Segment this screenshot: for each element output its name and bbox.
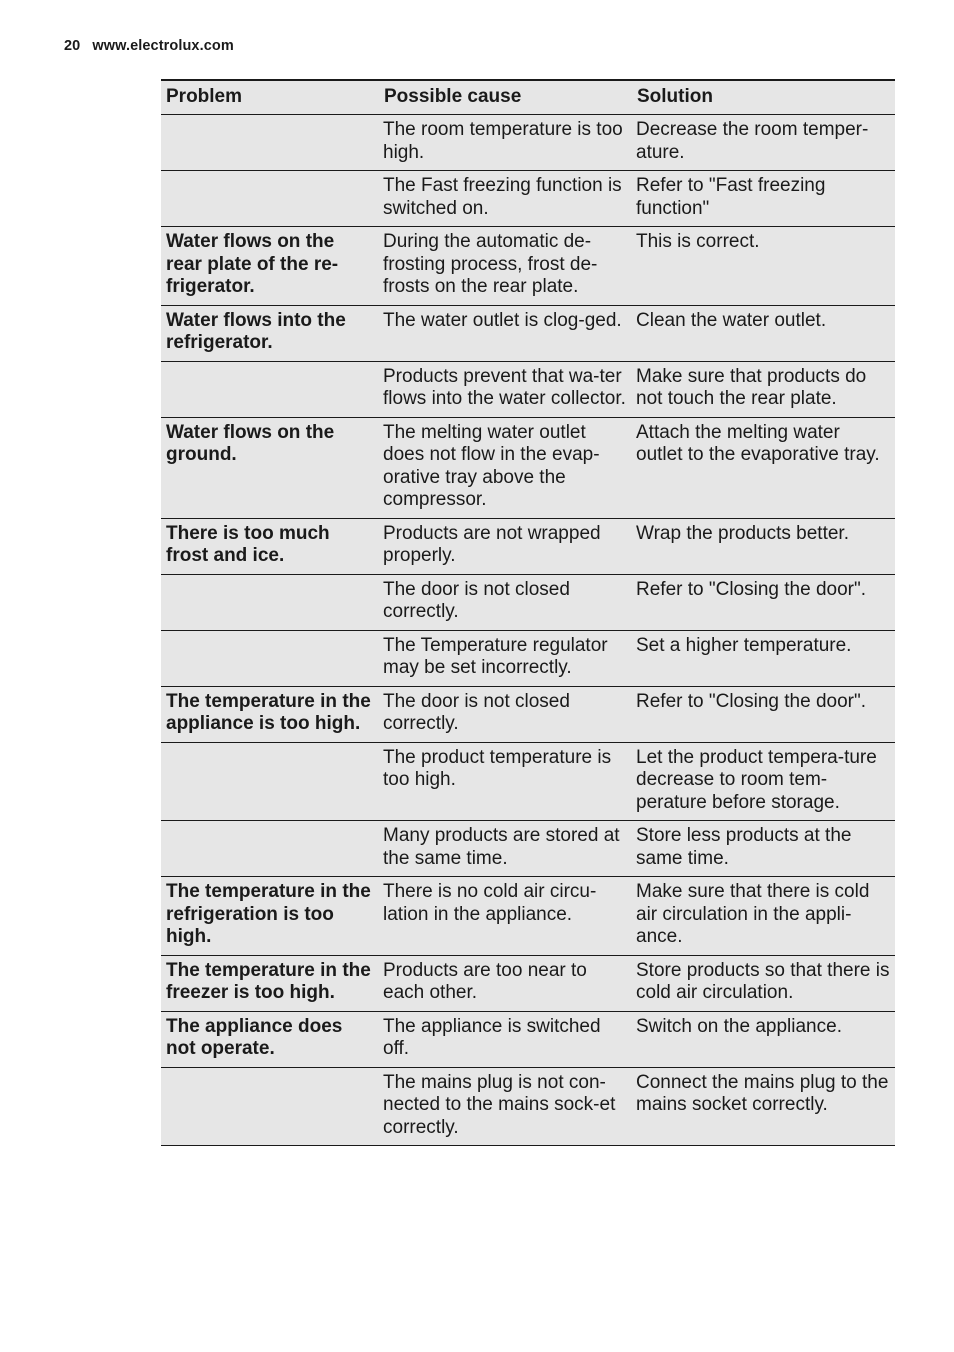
table-row [161, 518, 895, 574]
table-row [161, 305, 895, 361]
page-header [64, 38, 234, 54]
cause-cell: The door is not closed correctly. [379, 574, 632, 630]
solution-cell: Make sure that products do not touch the rear plate. [632, 361, 895, 417]
table-header-row [161, 80, 895, 115]
table-row [161, 574, 895, 630]
table-row [161, 1011, 895, 1067]
solution-cell: Clean the water outlet. [632, 305, 895, 361]
table-row [161, 742, 895, 821]
problem-cell: The appliance does not operate. [161, 1011, 379, 1067]
table-row [161, 686, 895, 742]
table-row [161, 955, 895, 1011]
table-header [161, 80, 895, 115]
problem-cell [161, 742, 379, 821]
solution-cell: Let the product tempera-ture decrease to room tem-perature before storage. [632, 742, 895, 821]
solution-cell: Refer to "Fast freezing function" [632, 171, 895, 227]
problem-cell [161, 821, 379, 877]
table-row [161, 417, 895, 518]
cause-cell: The room temperature is too high. [379, 115, 632, 171]
table-row [161, 630, 895, 686]
table-row [161, 1067, 895, 1146]
column-header-possible-cause: Possible cause [379, 80, 632, 115]
cause-cell: Products are not wrapped properly. [379, 518, 632, 574]
solution-cell: Make sure that there is cold air circulation in the appli-ance. [632, 877, 895, 956]
cause-cell: The water outlet is clog-ged. [379, 305, 632, 361]
cause-cell: There is no cold air circu-lation in the appliance. [379, 877, 632, 956]
cause-cell: The melting water outlet does not flow in the evap-orative tray above the compressor. [379, 417, 632, 518]
table-row [161, 821, 895, 877]
troubleshooting-table [161, 79, 895, 1146]
problem-cell: Water flows on the ground. [161, 417, 379, 518]
solution-cell: Refer to "Closing the door". [632, 686, 895, 742]
solution-cell: Store products so that there is cold air circulation. [632, 955, 895, 1011]
column-header-problem: Problem [161, 80, 379, 115]
solution-cell: Connect the mains plug to the mains socket correctly. [632, 1067, 895, 1146]
solution-cell: Store less products at the same time. [632, 821, 895, 877]
cause-cell: The product temperature is too high. [379, 742, 632, 821]
problem-cell [161, 361, 379, 417]
table-row [161, 361, 895, 417]
cause-cell: The mains plug is not con-nected to the mains sock-et correctly. [379, 1067, 632, 1146]
problem-cell [161, 630, 379, 686]
problem-cell: The temperature in the freezer is too high. [161, 955, 379, 1011]
cause-cell: Products are too near to each other. [379, 955, 632, 1011]
problem-cell [161, 171, 379, 227]
problem-cell [161, 115, 379, 171]
solution-cell: Switch on the appliance. [632, 1011, 895, 1067]
cause-cell: Many products are stored at the same time. [379, 821, 632, 877]
solution-cell: Attach the melting water outlet to the evaporative tray. [632, 417, 895, 518]
cause-cell: The door is not closed correctly. [379, 686, 632, 742]
column-header-solution: Solution [632, 80, 895, 115]
cause-cell: The Temperature regulator may be set incorrectly. [379, 630, 632, 686]
solution-cell: Set a higher temperature. [632, 630, 895, 686]
table-row [161, 171, 895, 227]
cause-cell: During the automatic de-frosting process, frost de-frosts on the rear plate. [379, 227, 632, 306]
problem-cell: The temperature in the appliance is too high. [161, 686, 379, 742]
problem-cell [161, 1067, 379, 1146]
cause-cell: Products prevent that wa-ter flows into the water collector. [379, 361, 632, 417]
solution-cell: Decrease the room temper-ature. [632, 115, 895, 171]
problem-cell: Water flows on the rear plate of the re-frigerator. [161, 227, 379, 306]
problem-cell: The temperature in the refrigeration is too high. [161, 877, 379, 956]
problem-cell: There is too much frost and ice. [161, 518, 379, 574]
solution-cell: Refer to "Closing the door". [632, 574, 895, 630]
table-body [161, 115, 895, 1146]
solution-cell: This is correct. [632, 227, 895, 306]
table-row [161, 877, 895, 956]
problem-cell: Water flows into the refrigerator. [161, 305, 379, 361]
website-url: www.electrolux.com [92, 38, 234, 54]
problem-cell [161, 574, 379, 630]
table-row [161, 227, 895, 306]
solution-cell: Wrap the products better. [632, 518, 895, 574]
cause-cell: The Fast freezing function is switched on. [379, 171, 632, 227]
page-number: 20 [64, 38, 81, 54]
table-row [161, 115, 895, 171]
cause-cell: The appliance is switched off. [379, 1011, 632, 1067]
